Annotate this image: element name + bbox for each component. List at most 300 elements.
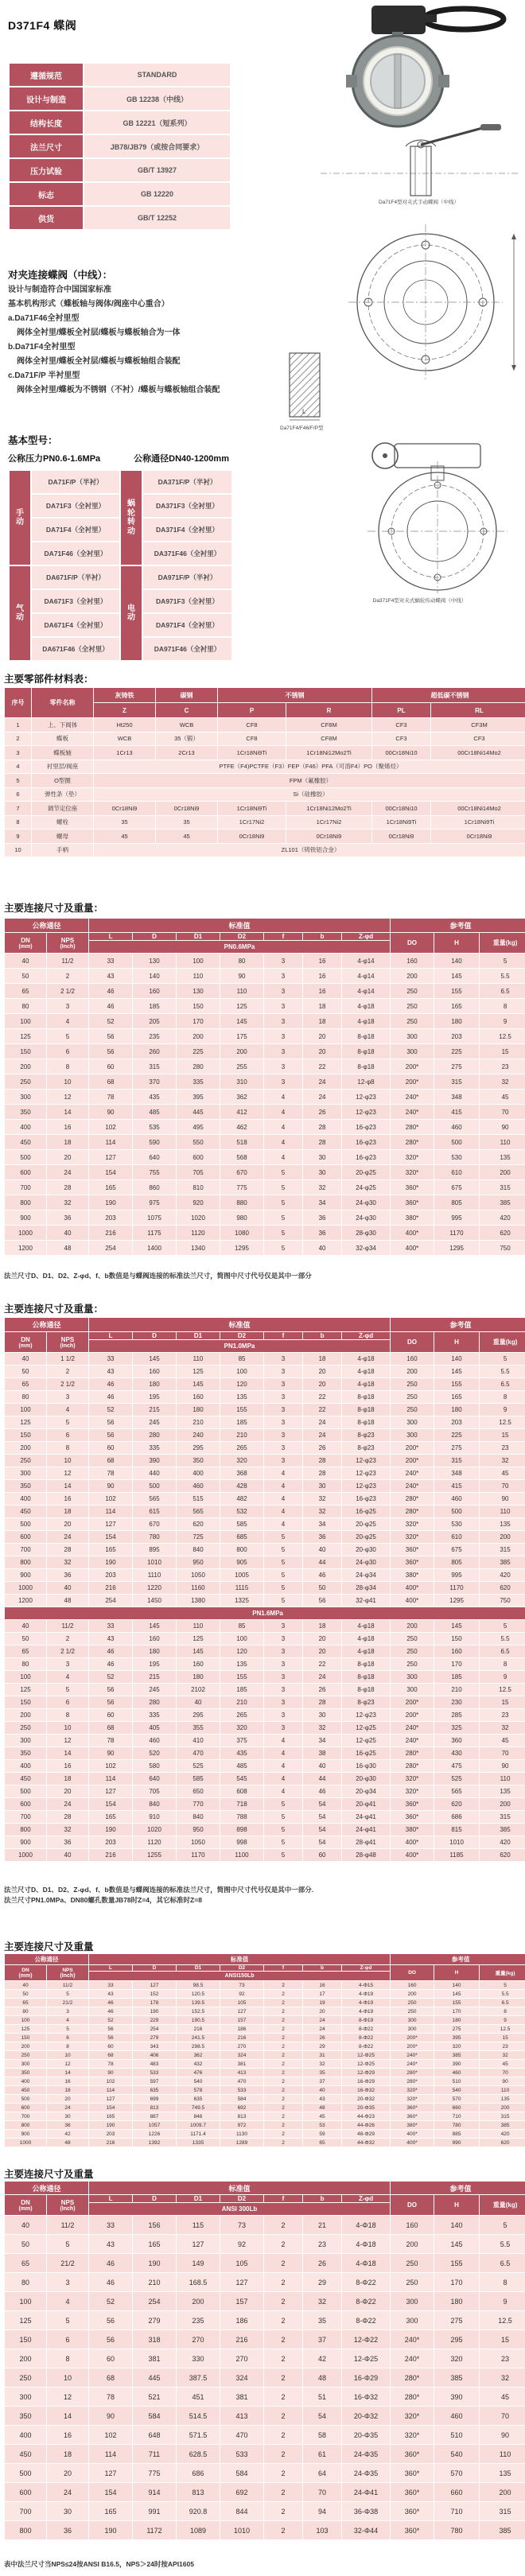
table-cell: 510 bbox=[434, 2077, 479, 2085]
table-cell: 390 bbox=[434, 2388, 479, 2406]
intro-line: 设计与制造符合中国国家标准 bbox=[8, 286, 111, 294]
table-cell: 125 bbox=[220, 999, 263, 1013]
table-cell: 280* bbox=[391, 1493, 434, 1505]
table-cell: 110 bbox=[220, 984, 263, 998]
table-cell: 127 bbox=[220, 2273, 263, 2291]
table-cell: 4-Φ19 bbox=[342, 1990, 390, 1998]
table-cell: 450 bbox=[5, 1506, 46, 1517]
table-row bbox=[5, 1556, 525, 1568]
table-cell: 32-φ41 bbox=[342, 1595, 390, 1607]
table-cell: 32 bbox=[47, 1195, 88, 1210]
table-cell: 52 bbox=[89, 1404, 132, 1416]
table-cell: 150 bbox=[434, 1633, 479, 1645]
table-cell: 2 bbox=[264, 2016, 302, 2024]
table-cell: 3 bbox=[264, 1620, 302, 1632]
table-cell: 1200 bbox=[5, 1241, 46, 1255]
pressure-band: PN1.6MPa bbox=[5, 1607, 525, 1619]
table-row bbox=[5, 1798, 525, 1810]
table-cell: 380* bbox=[391, 1210, 434, 1225]
table-cell: 152 bbox=[133, 1990, 176, 1998]
table-cell: 335 bbox=[133, 1442, 176, 1454]
table-row bbox=[5, 774, 525, 787]
model-cell: DA971F3（全衬里） bbox=[143, 590, 231, 612]
table-cell: 100 bbox=[220, 1633, 263, 1645]
table-row bbox=[5, 1773, 525, 1785]
dimensions-table-pn10-pn16 bbox=[4, 1317, 525, 1862]
table-cell: 149 bbox=[177, 2254, 220, 2272]
table-cell: 320* bbox=[391, 1773, 434, 1785]
table-cell: 300 bbox=[391, 1684, 434, 1696]
table-cell: 515 bbox=[177, 1493, 220, 1505]
model-cell: DA671F/P（半衬） bbox=[32, 566, 119, 589]
table-cell: 70 bbox=[303, 2483, 341, 2501]
table-cell: 16 bbox=[303, 1981, 341, 1989]
table-cell: 885 bbox=[434, 2130, 479, 2138]
table-cell: 18 bbox=[303, 1353, 341, 1365]
col-zfd: Z-φd bbox=[342, 2195, 390, 2202]
table-cell: 24-Φ41 bbox=[342, 2483, 390, 2501]
table-cell: 94 bbox=[303, 2502, 341, 2520]
table-cell: 33 bbox=[89, 1620, 132, 1632]
table-cell: WCB bbox=[156, 718, 217, 732]
table-cell: 360* bbox=[391, 2445, 434, 2463]
table-cell: 9 bbox=[480, 1671, 525, 1683]
table-cell: 3 bbox=[264, 1074, 302, 1089]
table-cell: 280 bbox=[177, 1059, 220, 1074]
table-cell: JB78/JB79（或按合同要求） bbox=[84, 135, 230, 157]
table-cell: 900 bbox=[5, 2130, 46, 2138]
table-cell: 400 bbox=[177, 1467, 220, 1479]
table-cell: 70 bbox=[480, 1480, 525, 1492]
table-cell: 20-Φ35 bbox=[342, 2104, 390, 2112]
col-code-r: R bbox=[286, 703, 371, 717]
table-cell: 205 bbox=[133, 1014, 176, 1028]
table-cell: 350 bbox=[5, 1105, 46, 1119]
table-cell: 216 bbox=[220, 2034, 263, 2042]
table-cell: 380* bbox=[391, 2121, 434, 2129]
table-cell: 5 bbox=[264, 1811, 302, 1823]
table-cell: 700 bbox=[5, 1544, 46, 1556]
table-cell: 14 bbox=[47, 2069, 88, 2077]
table-cell: 2 bbox=[264, 1999, 302, 2007]
table-cell: 4-Φ19 bbox=[342, 2007, 390, 2015]
table-cell: 450 bbox=[5, 1773, 46, 1785]
table-cell: 200 bbox=[220, 1044, 263, 1059]
table-cell: 16 bbox=[303, 969, 341, 983]
table-row bbox=[5, 2368, 525, 2387]
table-cell: 1400 bbox=[133, 1241, 176, 1255]
table-cell: 16 bbox=[47, 2426, 88, 2444]
table-cell: 4 bbox=[264, 1135, 302, 1149]
table-cell: 22 bbox=[303, 1391, 341, 1403]
table-cell: 73 bbox=[220, 1981, 263, 1989]
table-row bbox=[5, 2407, 525, 2425]
table-cell: 810 bbox=[177, 1180, 220, 1195]
table-cell: 48-Φ29 bbox=[342, 2130, 390, 2138]
table-cell: 127 bbox=[220, 2007, 263, 2015]
table-cell: 1450 bbox=[133, 1595, 176, 1607]
table-cell: 18 bbox=[47, 1506, 88, 1517]
table-cell: 165 bbox=[89, 2502, 132, 2520]
table-cell: 280* bbox=[391, 1760, 434, 1772]
table-cell: 610 bbox=[434, 1165, 479, 1179]
table-cell: 320* bbox=[391, 2426, 434, 2444]
table-cell: 6 bbox=[47, 2330, 88, 2349]
table-cell: 1175 bbox=[133, 1226, 176, 1240]
table-cell: 160 bbox=[177, 1658, 220, 1670]
table-cell: 135 bbox=[220, 1658, 263, 1670]
table-cell: 370 bbox=[133, 1074, 176, 1089]
table-cell: 145 bbox=[133, 1620, 176, 1632]
table-cell: 30 bbox=[47, 2112, 88, 2120]
table-cell: 230 bbox=[434, 1696, 479, 1708]
table-cell: 36 bbox=[47, 2521, 88, 2539]
table-cell: 460 bbox=[434, 2069, 479, 2077]
table-cell: 4-φ18 bbox=[342, 1633, 390, 1645]
table-cell: 11/2 bbox=[47, 1620, 88, 1632]
table-cell: 210 bbox=[434, 1684, 479, 1696]
table-row bbox=[5, 1999, 525, 2007]
table-cell: 275 bbox=[434, 2311, 479, 2329]
table-cell: 11/2 bbox=[47, 954, 88, 968]
table-cell: 11/2 bbox=[47, 1981, 88, 1989]
table-row bbox=[5, 2521, 525, 2539]
table-cell: 90 bbox=[480, 1120, 525, 1134]
table-cell: 8-φ18 bbox=[342, 1658, 390, 1670]
table-cell: 571.5 bbox=[177, 2426, 220, 2444]
table-cell: 35（锻） bbox=[156, 732, 217, 746]
table-cell: 35 bbox=[303, 2069, 341, 2077]
table-cell: 1050 bbox=[177, 1836, 220, 1848]
table-cell: 2 bbox=[264, 2104, 302, 2112]
table-cell: 300 bbox=[391, 2292, 434, 2310]
table-cell: 400* bbox=[391, 1836, 434, 1848]
table-cell: 350 bbox=[5, 1747, 46, 1759]
table-cell: 200 bbox=[480, 1531, 525, 1543]
table-cell: 692 bbox=[220, 2104, 263, 2112]
table-cell: 24 bbox=[303, 1671, 341, 1683]
table-cell: 165 bbox=[434, 1391, 479, 1403]
model-cell: DA671F4（全衬里） bbox=[32, 614, 119, 636]
table-cell: 270 bbox=[177, 2330, 220, 2349]
table-cell: 8 bbox=[5, 816, 31, 830]
table-cell: 8-φ18 bbox=[342, 1044, 390, 1059]
table-cell: 125 bbox=[177, 1366, 220, 1377]
table-cell: 145 bbox=[133, 1353, 176, 1365]
table-cell: 500 bbox=[5, 2095, 46, 2103]
table-cell: 210 bbox=[220, 1696, 263, 1708]
table-cell: 145 bbox=[220, 1014, 263, 1028]
table-cell: 26 bbox=[303, 2034, 341, 2042]
table-cell: 16-φ23 bbox=[342, 1120, 390, 1134]
table-cell: 280* bbox=[391, 2077, 434, 2085]
table-cell: 1020 bbox=[133, 1824, 176, 1836]
table-row bbox=[5, 1544, 525, 1556]
table-cell: 3 bbox=[264, 969, 302, 983]
pressure-band: ANSI150Lb bbox=[89, 1972, 390, 1980]
table-cell: 30 bbox=[303, 1709, 341, 1721]
table-cell: 360* bbox=[391, 2464, 434, 2482]
table-cell: 28 bbox=[47, 1180, 88, 1195]
table-row bbox=[5, 1378, 525, 1390]
table-cell: 600 bbox=[5, 1165, 46, 1179]
table-cell: 300 bbox=[391, 2311, 434, 2329]
table-cell: 170 bbox=[434, 1658, 479, 1670]
table-cell: 381 bbox=[220, 2060, 263, 2068]
table-cell: 102 bbox=[89, 2426, 132, 2444]
table-cell: 780 bbox=[434, 2121, 479, 2129]
table-cell: 125 bbox=[5, 2025, 46, 2033]
table-cell: 190 bbox=[89, 1195, 132, 1210]
table-cell: 405 bbox=[133, 1722, 176, 1734]
table-cell: 20-φ34 bbox=[342, 1785, 390, 1797]
table-row bbox=[5, 2069, 525, 2077]
table-cell: 390 bbox=[434, 2060, 479, 2068]
col-group-reference-values: 参考值 bbox=[391, 2182, 525, 2194]
table-cell: 1000 bbox=[5, 1582, 46, 1594]
table-cell: 85 bbox=[220, 1353, 263, 1365]
table-cell: 1220 bbox=[133, 1582, 176, 1594]
table-cell: 59 bbox=[303, 2130, 341, 2138]
table-row bbox=[5, 1518, 525, 1530]
table-cell: 250 bbox=[391, 1391, 434, 1403]
table-row bbox=[5, 2254, 525, 2272]
table-row bbox=[5, 1633, 525, 1645]
col-do: DO bbox=[391, 2195, 434, 2215]
table-header-row bbox=[5, 933, 525, 940]
table-cell: 4-φ14 bbox=[342, 954, 390, 968]
table-cell: 12 bbox=[47, 1735, 88, 1746]
table-cell: 699 bbox=[133, 2095, 176, 2103]
table-cell: 28 bbox=[47, 1811, 88, 1823]
table-cell: 770 bbox=[177, 1798, 220, 1810]
table-cell: 186 bbox=[220, 2311, 263, 2329]
table-cell: 135 bbox=[480, 2464, 525, 2482]
col-group-nominal-diameter: 公称通径 bbox=[5, 1318, 88, 1331]
table-row bbox=[5, 2483, 525, 2501]
table-cell: 190 bbox=[89, 2521, 132, 2539]
table-cell: 70 bbox=[480, 1105, 525, 1119]
table-cell: 6.5 bbox=[480, 1378, 525, 1390]
table-cell: 4 bbox=[47, 2292, 88, 2310]
table-row bbox=[5, 1090, 525, 1104]
table-cell: 250 bbox=[5, 2368, 46, 2387]
table-cell: 462 bbox=[220, 1120, 263, 1134]
table-cell: 565 bbox=[177, 1506, 220, 1517]
table-cell: 8-φ23 bbox=[342, 1442, 390, 1454]
table-row bbox=[5, 2273, 525, 2291]
table-cell: 324 bbox=[220, 2051, 263, 2059]
table-cell: CF8M bbox=[286, 732, 371, 746]
table-cell: 460 bbox=[434, 2407, 479, 2425]
table-cell: 275 bbox=[434, 1442, 479, 1454]
table-cell: 5.5 bbox=[480, 2235, 525, 2253]
table-cell: 5 bbox=[264, 1836, 302, 1848]
table-cell: 300 bbox=[391, 1029, 434, 1043]
table-cell: 400* bbox=[391, 2130, 434, 2138]
table-cell: 320* bbox=[391, 1165, 434, 1179]
table-cell: 155 bbox=[220, 1404, 263, 1416]
col-d: D bbox=[133, 1965, 176, 1971]
table-cell: 78 bbox=[89, 2060, 132, 2068]
table-cell: 90 bbox=[480, 2077, 525, 2085]
table-cell: 46 bbox=[89, 1658, 132, 1670]
table-cell: 1005 bbox=[220, 1569, 263, 1581]
table-cell: 584 bbox=[220, 2095, 263, 2103]
table-cell: 710 bbox=[434, 2112, 479, 2120]
table-cell: 190 bbox=[89, 2121, 132, 2129]
table-cell: 8 bbox=[480, 1391, 525, 1403]
table-cell: 3 bbox=[264, 1709, 302, 1721]
table-cell: 5.5 bbox=[480, 1990, 525, 1998]
table-cell: 130 bbox=[177, 984, 220, 998]
table-cell: 195 bbox=[133, 1391, 176, 1403]
table-cell: 65 bbox=[5, 984, 46, 998]
table-cell: 2 bbox=[264, 2388, 302, 2406]
table-cell: 125 bbox=[5, 1029, 46, 1043]
table-cell: 5.5 bbox=[480, 1366, 525, 1377]
table-cell: 8-φ18 bbox=[342, 1391, 390, 1403]
col-d1: D1 bbox=[177, 1332, 220, 1339]
table-cell: 3 bbox=[264, 1029, 302, 1043]
table-cell: 24 bbox=[303, 1416, 341, 1428]
table-cell: 20 bbox=[47, 2095, 88, 2103]
table-cell: 260 bbox=[133, 1044, 176, 1059]
table-cell: 20 bbox=[303, 2007, 341, 2015]
table-cell: 895 bbox=[133, 1544, 176, 1556]
table-cell: 17 bbox=[303, 1990, 341, 1998]
table-cell: 5 bbox=[480, 1981, 525, 1989]
table-cell: 24-φ30 bbox=[342, 1195, 390, 1210]
intro-line: 阀体全衬里/蝶板为不锈钢（不衬）/蝶板与蝶板轴组合装配 bbox=[17, 386, 220, 394]
table-cell: 200 bbox=[480, 1165, 525, 1179]
table-row bbox=[5, 1506, 525, 1517]
table-cell: 500 bbox=[5, 1150, 46, 1164]
table-cell: 12-φ8 bbox=[342, 1074, 390, 1089]
table-cell: 44-Φ26 bbox=[342, 2121, 390, 2129]
table-cell: 1020 bbox=[177, 1210, 220, 1225]
table-cell: O型圈 bbox=[32, 774, 93, 787]
table-cell: 32 bbox=[303, 1493, 341, 1505]
table-row bbox=[5, 2292, 525, 2310]
table-cell: 56 bbox=[89, 1684, 132, 1696]
section-heading-dimensions-1: 主要连接尺寸及重量： bbox=[4, 903, 104, 914]
spec-table bbox=[8, 62, 231, 231]
table-cell: 1057 bbox=[133, 2121, 176, 2129]
table-cell: 65 bbox=[5, 1999, 46, 2007]
table-cell: 8 bbox=[480, 2273, 525, 2291]
table-cell: 250 bbox=[5, 1074, 46, 1089]
table-cell: 360* bbox=[391, 1180, 434, 1195]
note-line: 法兰尺寸D、D1、D2、Z-φd、f、b数值是与蝶阀连接的标准法兰尺寸，简图中尺寸代号仅是其中一部分. bbox=[4, 1886, 314, 1894]
col-d: D bbox=[133, 933, 176, 940]
table-cell: 805 bbox=[434, 1195, 479, 1210]
table-cell: 6.5 bbox=[480, 2254, 525, 2272]
table-cell: 16-φ23 bbox=[342, 1493, 390, 1505]
table-cell: 320* bbox=[391, 1518, 434, 1530]
table-cell: 22 bbox=[303, 1059, 341, 1074]
table-cell: 3 bbox=[264, 1404, 302, 1416]
table-row bbox=[5, 969, 525, 983]
basic-models-table bbox=[8, 469, 233, 662]
table-cell: 254 bbox=[89, 1241, 132, 1255]
table-cell: 180 bbox=[434, 1404, 479, 1416]
table-cell: 100 bbox=[5, 1014, 46, 1028]
table-cell: CF3 bbox=[372, 718, 430, 732]
table-cell: GB/T 13927 bbox=[84, 159, 230, 181]
table-cell: 43 bbox=[303, 2095, 341, 2103]
table-cell: 413 bbox=[220, 2069, 263, 2077]
table-cell: 20-Φ32 bbox=[342, 2407, 390, 2425]
table-cell: 315 bbox=[434, 1074, 479, 1089]
table-cell: 68 bbox=[89, 1455, 132, 1467]
table-cell: 3 bbox=[47, 1658, 88, 1670]
col-d2: D2 bbox=[220, 933, 263, 940]
table-cell: 800 bbox=[5, 1824, 46, 1836]
table-cell: 20-φ25 bbox=[342, 1165, 390, 1179]
table-cell: 5 bbox=[264, 1241, 302, 1255]
table-cell: 1325 bbox=[220, 1595, 263, 1607]
table-cell: 686 bbox=[434, 1811, 479, 1823]
table-cell: 615 bbox=[133, 1506, 176, 1517]
table-cell: 385 bbox=[480, 1824, 525, 1836]
table-cell: 240* bbox=[391, 2060, 434, 2068]
table-cell: 700 bbox=[5, 2112, 46, 2120]
table-cell: 90 bbox=[220, 969, 263, 983]
table-cell: 9 bbox=[480, 1014, 525, 1028]
table-cell: 533 bbox=[220, 2445, 263, 2463]
table-cell: 295 bbox=[177, 1709, 220, 1721]
model-cell: DA71F4（全衬里） bbox=[32, 519, 119, 541]
table-cell: 348 bbox=[434, 1467, 479, 1479]
table-cell: 135 bbox=[220, 1391, 263, 1403]
table-cell: CF3 bbox=[431, 732, 525, 746]
table-cell: 920 bbox=[177, 1195, 220, 1210]
table-cell: 1170 bbox=[434, 1582, 479, 1594]
table-cell: 914 bbox=[133, 2483, 176, 2501]
table-row bbox=[5, 1404, 525, 1416]
table-cell: 514.5 bbox=[177, 2407, 220, 2425]
table-cell: 200 bbox=[391, 1620, 434, 1632]
table-cell: 114 bbox=[89, 2445, 132, 2463]
table-row bbox=[5, 2130, 525, 2138]
table-cell: 240* bbox=[391, 1735, 434, 1746]
table-cell: 36 bbox=[303, 1226, 341, 1240]
table-cell: 20 bbox=[47, 2464, 88, 2482]
table-cell: 4 bbox=[264, 1760, 302, 1772]
table-cell: 360* bbox=[391, 2521, 434, 2539]
table-cell: 432 bbox=[177, 2060, 220, 2068]
table-cell: 130 bbox=[133, 954, 176, 968]
table-cell: 525 bbox=[434, 1773, 479, 1785]
table-cell: 705 bbox=[177, 1165, 220, 1179]
table-cell: 450 bbox=[5, 2445, 46, 2463]
table-cell: 12.5 bbox=[480, 1684, 525, 1696]
table-cell: 4-φ14 bbox=[342, 984, 390, 998]
col-b: b bbox=[303, 2195, 341, 2202]
table-cell: 510 bbox=[434, 2426, 479, 2444]
table-row bbox=[5, 1029, 525, 1043]
table-cell: 362 bbox=[220, 1090, 263, 1104]
table-cell: 280 bbox=[133, 1696, 176, 1708]
table-cell: 37 bbox=[303, 2077, 341, 2085]
table-cell: 114 bbox=[89, 1773, 132, 1785]
table-cell: 170 bbox=[177, 1014, 220, 1028]
table-cell: 800 bbox=[5, 2121, 46, 2129]
table-cell: 8-φ23 bbox=[342, 1696, 390, 1708]
table-cell: 16 bbox=[47, 2077, 88, 2085]
table-cell: 980 bbox=[220, 1210, 263, 1225]
